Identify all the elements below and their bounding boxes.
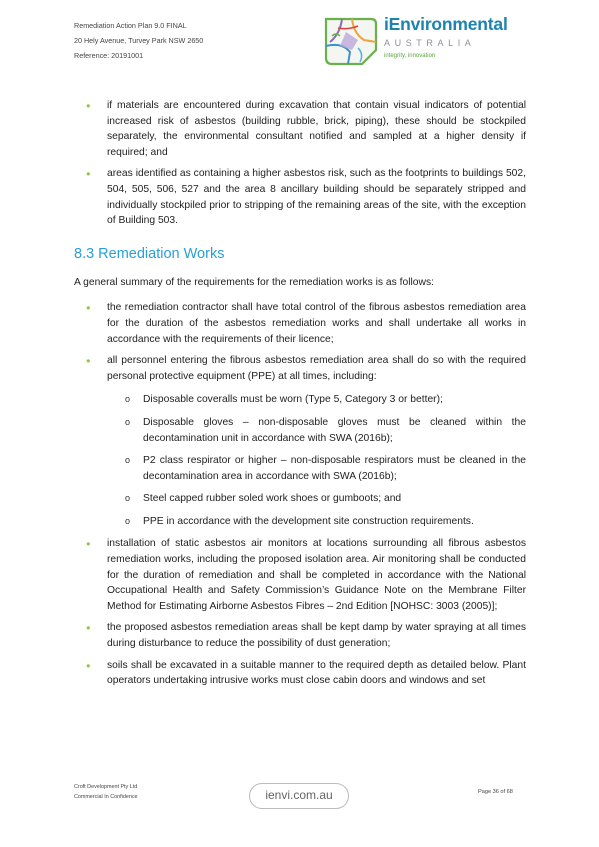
requirements-list [74, 300, 526, 688]
page-body [74, 98, 526, 695]
footer-company: Croft Development Pty Ltd [74, 784, 138, 790]
document-title: Remediation Action Plan 9.0 FINAL [74, 21, 187, 30]
logo-tagline: integrity, innovation [384, 53, 436, 59]
list-item: ● the proposed asbestos remediation areas shall be kept damp by water spraying at all times during disturbance to reduce the possibility of dust generation; [74, 620, 526, 651]
sub-list-item: o Disposable gloves – non-disposable gloves must be cleaned within the decontamination unit in accordance with SWA (2016b); [107, 415, 526, 446]
sub-list-item: o Disposable coveralls must be worn (Type 5, Category 3 or better); [107, 392, 526, 408]
logo-brand-name: iEnvironmental [384, 14, 508, 34]
page-number: Page 36 of 68 [478, 789, 513, 795]
document-reference: Reference: 20191001 [74, 51, 144, 60]
logo-country: AUSTRALIA [384, 38, 476, 48]
document-header [74, 18, 203, 63]
list-item-text: all personnel entering the fibrous asbestos remediation area shall do so with the required personal protective equipment (PPE) at all times, including: [107, 355, 526, 382]
section-heading: 8.3 Remediation Works [74, 245, 225, 262]
continued-bullet-list [74, 98, 526, 229]
company-logo [320, 12, 520, 70]
site-address: 20 Hely Avenue, Turvey Park NSW 2650 [74, 36, 204, 45]
section-intro: A general summary of the requirements for the remediation works is as follows: [74, 276, 434, 288]
list-item: ● areas identified as containing a higher asbestos risk, such as the footprints to buildings 502, 504, 505, 506, 527 and the area 8 ancillary building should be separately stripped and individually stockpiled prior to stripping of the remaining areas of the site, with the exception of Building 503. [74, 166, 526, 228]
map-logo-icon [320, 12, 378, 70]
list-item: ● the remediation contractor shall have total control of the fibrous asbestos remediation area for the duration of the asbestos remediation works and shall undertake all works in accordance with the requirements of their licence; [74, 300, 526, 347]
list-item-ppe [74, 353, 526, 529]
list-item: ● if materials are encountered during excavation that contain visual indicators of potential increased risk of asbestos (building rubble, brick, piping), these should be stockpiled separately, the environmental consultant notified and sampled at a higher density if required; and [74, 98, 526, 160]
list-item: ● soils shall be excavated in a suitable manner to the required depth as detailed below. Plant operators undertaking intrusive works must close cabin doors and windows and set [74, 658, 526, 689]
sub-list-item: o P2 class respirator or higher – non-disposable respirators must be cleaned in the decontamination area in accordance with SWA (2016b); [107, 453, 526, 484]
sub-list-item: o PPE in accordance with the development site construction requirements. [107, 514, 526, 530]
list-item: ● installation of static asbestos air monitors at locations surrounding all fibrous asbestos remediation works, including the proposed isolation area. Air monitoring shall be conducted for the duration of remediation and shall be completed in accordance with the National Occupational Health and Safety Commission’s Guidance Note on the Membrane Filter Method for Estimating Airborne Asbestos Fibres – 2nd Edition [NOHSC: 3003 (2005)]; [74, 536, 526, 614]
footer-company-info [74, 782, 138, 802]
footer-confidential: Commercial In Confidence [74, 794, 138, 800]
ppe-sub-list [107, 392, 526, 529]
website-link[interactable]: ienvi.com.au [249, 783, 349, 809]
sub-list-item: o Steel capped rubber soled work shoes or gumboots; and [107, 491, 526, 507]
